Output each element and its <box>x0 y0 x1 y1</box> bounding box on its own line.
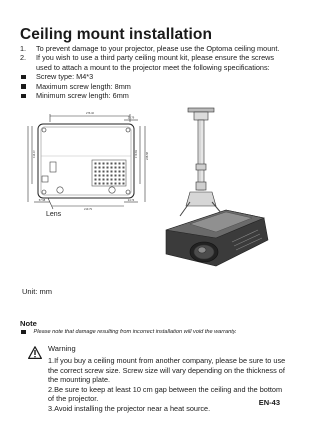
vent-hole <box>111 167 113 169</box>
vent-hole <box>99 183 101 185</box>
page-title: Ceiling mount installation <box>20 26 213 43</box>
warning-list <box>48 356 288 413</box>
vent-hole <box>95 183 97 185</box>
vent-hole <box>103 183 105 185</box>
vent-hole <box>107 175 109 177</box>
vent-hole <box>107 171 109 173</box>
step-2 <box>20 53 288 72</box>
vent-hole <box>123 167 125 169</box>
vent-hole <box>99 163 101 165</box>
vent-hole <box>115 167 117 169</box>
step-number: 2. <box>20 53 27 63</box>
warning-triangle-icon <box>28 346 42 359</box>
page-number: EN-43 <box>258 398 280 407</box>
vent-hole <box>119 167 121 169</box>
vent-hole <box>115 175 117 177</box>
ceiling-mount-diagram <box>20 106 290 288</box>
bullet-square-icon <box>21 330 26 335</box>
vent-hole <box>119 179 121 181</box>
spec-item <box>20 91 288 100</box>
dim-side: 179.63 <box>135 150 138 158</box>
vent-hole <box>115 183 117 185</box>
step-text: To prevent damage to your projector, please use the Optoma ceiling mount. <box>36 44 280 53</box>
dim-left: 114.47 <box>33 150 36 158</box>
dim-top-right: 20.79 <box>127 116 135 120</box>
vent-hole <box>95 179 97 181</box>
vent-hole <box>123 179 125 181</box>
vent-hole <box>111 179 113 181</box>
spec-item <box>20 72 288 81</box>
note-heading: Note <box>20 319 37 328</box>
dim-top: 276.32 <box>86 112 94 115</box>
spec-text: Screw type: M4*3 <box>36 72 94 82</box>
warning-item: 2.Be sure to keep at least 10 cm gap between the ceiling and the bottom of the projector. <box>48 384 283 403</box>
vent-hole <box>95 167 97 169</box>
vent-hole <box>115 179 117 181</box>
ceiling-mount-illustration <box>166 108 268 266</box>
note-text: Please note that damage resulting from incorrect installation will void the warranty. <box>33 329 237 335</box>
dim-right: 228.58 <box>146 152 149 160</box>
instruction-list <box>20 44 288 100</box>
vent-hole <box>123 163 125 165</box>
vent-hole <box>111 163 113 165</box>
bullet-square-icon <box>21 94 26 99</box>
vent-hole <box>107 179 109 181</box>
vent-hole <box>95 163 97 165</box>
spec-item <box>20 82 288 91</box>
step-1 <box>20 44 288 53</box>
vent-hole <box>119 175 121 177</box>
vent-hole <box>99 171 101 173</box>
vent-hole <box>107 163 109 165</box>
vent-hole <box>119 183 121 185</box>
vent-hole <box>107 183 109 185</box>
vent-hole <box>103 171 105 173</box>
warning-title: Warning <box>48 344 76 353</box>
vent-hole <box>123 175 125 177</box>
dim-bottom-mid: 219.79 <box>84 208 92 211</box>
vent-hole <box>111 175 113 177</box>
spec-text: Maximum screw length: 8mm <box>36 81 131 91</box>
vent-hole <box>119 163 121 165</box>
vent-hole <box>119 171 121 173</box>
note-item <box>20 329 237 335</box>
vent-hole <box>107 167 109 169</box>
bullet-square-icon <box>21 84 26 89</box>
vent-hole <box>111 171 113 173</box>
vent-hole <box>103 167 105 169</box>
bullet-square-icon <box>21 75 26 80</box>
vent-hole <box>99 179 101 181</box>
vent-hole <box>99 167 101 169</box>
dim-bottom-right: 24.73 <box>127 199 135 202</box>
warning-item: 3.Avoid installing the projector near a heat source. <box>48 403 211 413</box>
unit-label: Unit: mm <box>22 287 52 296</box>
lens-label: Lens <box>46 211 62 218</box>
vent-grid <box>95 163 125 185</box>
vent-hole <box>103 175 105 177</box>
vent-hole <box>103 179 105 181</box>
vent-hole <box>111 183 113 185</box>
vent-hole <box>115 171 117 173</box>
spec-text: Minimum screw length: 6mm <box>36 91 129 101</box>
vent-hole <box>99 175 101 177</box>
warning-item: 1.If you buy a ceiling mount from another company, please be sure to use the correct screw size. Screw size will vary depending on the thickness of the mounting plate. <box>48 356 286 384</box>
vent-hole <box>95 175 97 177</box>
dim-bottom-left: 57.98 <box>38 199 46 202</box>
vent-hole <box>123 171 125 173</box>
vent-hole <box>103 163 105 165</box>
step-number: 1. <box>20 44 27 53</box>
step-text: If you wish to use a third party ceiling mount kit, please ensure the screws used to attach a mount to the projector meet the following specifications: <box>36 53 275 72</box>
vent-hole <box>123 183 125 185</box>
projector-bottom-view <box>28 114 145 209</box>
vent-hole <box>115 163 117 165</box>
vent-hole <box>95 171 97 173</box>
